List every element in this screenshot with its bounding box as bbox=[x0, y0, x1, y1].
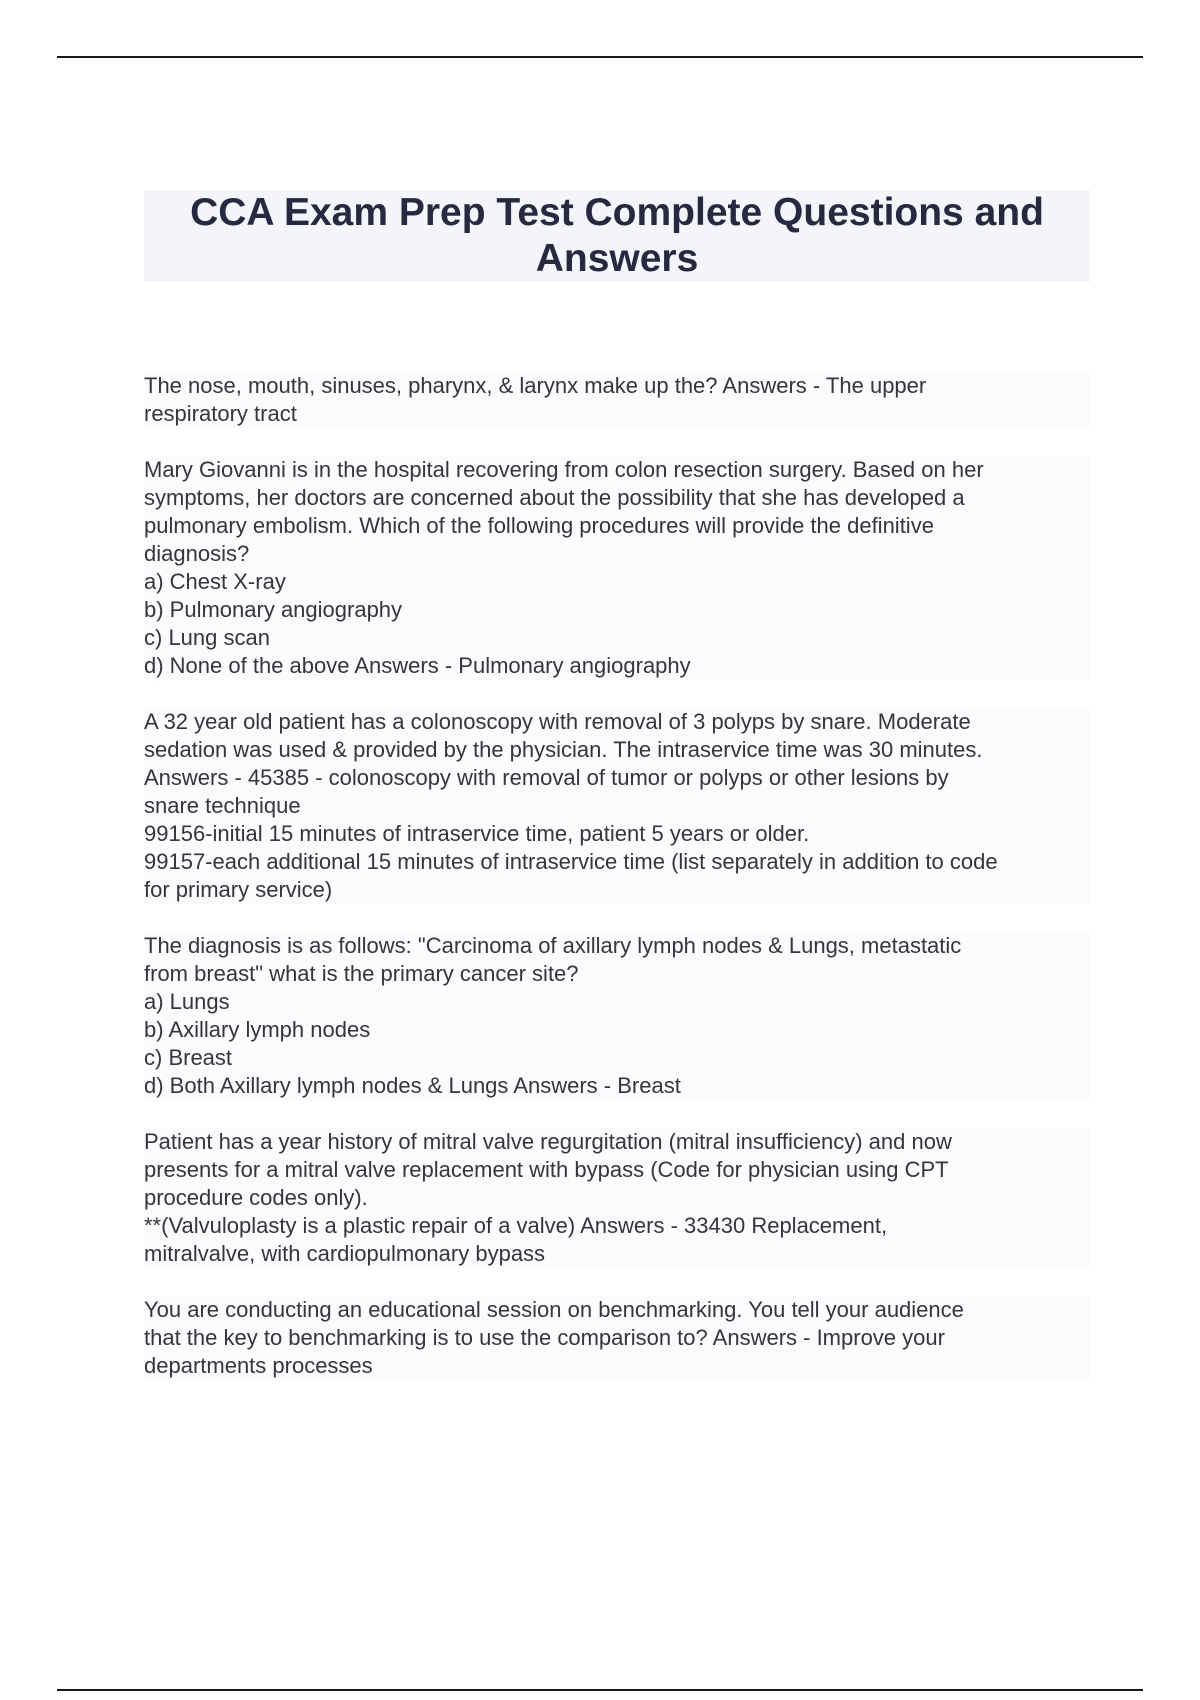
title-box bbox=[144, 190, 1090, 282]
qa-line: **(Valvuloplasty is a plastic repair of a valve) Answers - 33430 Replacement, bbox=[144, 1213, 888, 1238]
qa-block bbox=[144, 372, 1090, 428]
qa-block bbox=[144, 1128, 1090, 1268]
qa-line: that the key to benchmarking is to use the comparison to? Answers - Improve your bbox=[144, 1325, 945, 1350]
qa-line: Answers - 45385 - colonoscopy with removal of tumor or polyps or other lesions by bbox=[144, 765, 949, 790]
qa-block bbox=[144, 932, 1090, 1100]
qa-line: procedure codes only). bbox=[144, 1185, 368, 1210]
qa-line: from breast" what is the primary cancer site? bbox=[144, 961, 579, 986]
qa-line: b) Pulmonary angiography bbox=[144, 597, 403, 622]
qa-line: sedation was used & provided by the physician. The intraservice time was 30 minutes. bbox=[144, 737, 983, 762]
page-title bbox=[144, 190, 1090, 282]
qa-block bbox=[144, 456, 1090, 680]
qa-line: 99156-initial 15 minutes of intraservice time, patient 5 years or older. bbox=[144, 821, 810, 846]
qa-line: diagnosis? bbox=[144, 541, 250, 566]
qa-line: a) Chest X-ray bbox=[144, 569, 286, 594]
qa-line: departments processes bbox=[144, 1353, 373, 1378]
qa-line: The nose, mouth, sinuses, pharynx, & larynx make up the? Answers - The upper bbox=[144, 373, 927, 398]
qa-line: snare technique bbox=[144, 793, 301, 818]
qa-line: You are conducting an educational session on benchmarking. You tell your audience bbox=[144, 1297, 964, 1322]
qa-line: c) Lung scan bbox=[144, 625, 270, 650]
qa-line: Mary Giovanni is in the hospital recovering from colon resection surgery. Based on her bbox=[144, 457, 984, 482]
qa-line: d) None of the above Answers - Pulmonary angiography bbox=[144, 653, 691, 678]
qa-line: mitralvalve, with cardiopulmonary bypass bbox=[144, 1241, 546, 1266]
qa-line: c) Breast bbox=[144, 1045, 233, 1070]
qa-line: a) Lungs bbox=[144, 989, 230, 1014]
qa-line: respiratory tract bbox=[144, 401, 297, 426]
qa-content bbox=[144, 372, 1090, 1408]
qa-block bbox=[144, 708, 1090, 904]
qa-line: d) Both Axillary lymph nodes & Lungs Answers - Breast bbox=[144, 1073, 681, 1098]
qa-line: pulmonary embolism. Which of the following procedures will provide the definitive bbox=[144, 513, 934, 538]
qa-line: 99157-each additional 15 minutes of intraservice time (list separately in addition to code bbox=[144, 849, 998, 874]
qa-line: A 32 year old patient has a colonoscopy with removal of 3 polyps by snare. Moderate bbox=[144, 709, 971, 734]
qa-line: presents for a mitral valve replacement with bypass (Code for physician using CPT bbox=[144, 1157, 949, 1182]
qa-line: symptoms, her doctors are concerned about the possibility that she has developed a bbox=[144, 485, 965, 510]
top-rule bbox=[57, 56, 1143, 58]
qa-block bbox=[144, 1296, 1090, 1380]
qa-line: The diagnosis is as follows: "Carcinoma of axillary lymph nodes & Lungs, metastatic bbox=[144, 933, 962, 958]
qa-line: b) Axillary lymph nodes bbox=[144, 1017, 371, 1042]
bottom-rule bbox=[57, 1689, 1143, 1691]
qa-line: Patient has a year history of mitral valve regurgitation (mitral insufficiency) and now bbox=[144, 1129, 952, 1154]
page-title-line-1: CCA Exam Prep Test Complete Questions and bbox=[190, 191, 1044, 234]
qa-line: for primary service) bbox=[144, 877, 333, 902]
page-title-line-2: Answers bbox=[535, 237, 699, 280]
